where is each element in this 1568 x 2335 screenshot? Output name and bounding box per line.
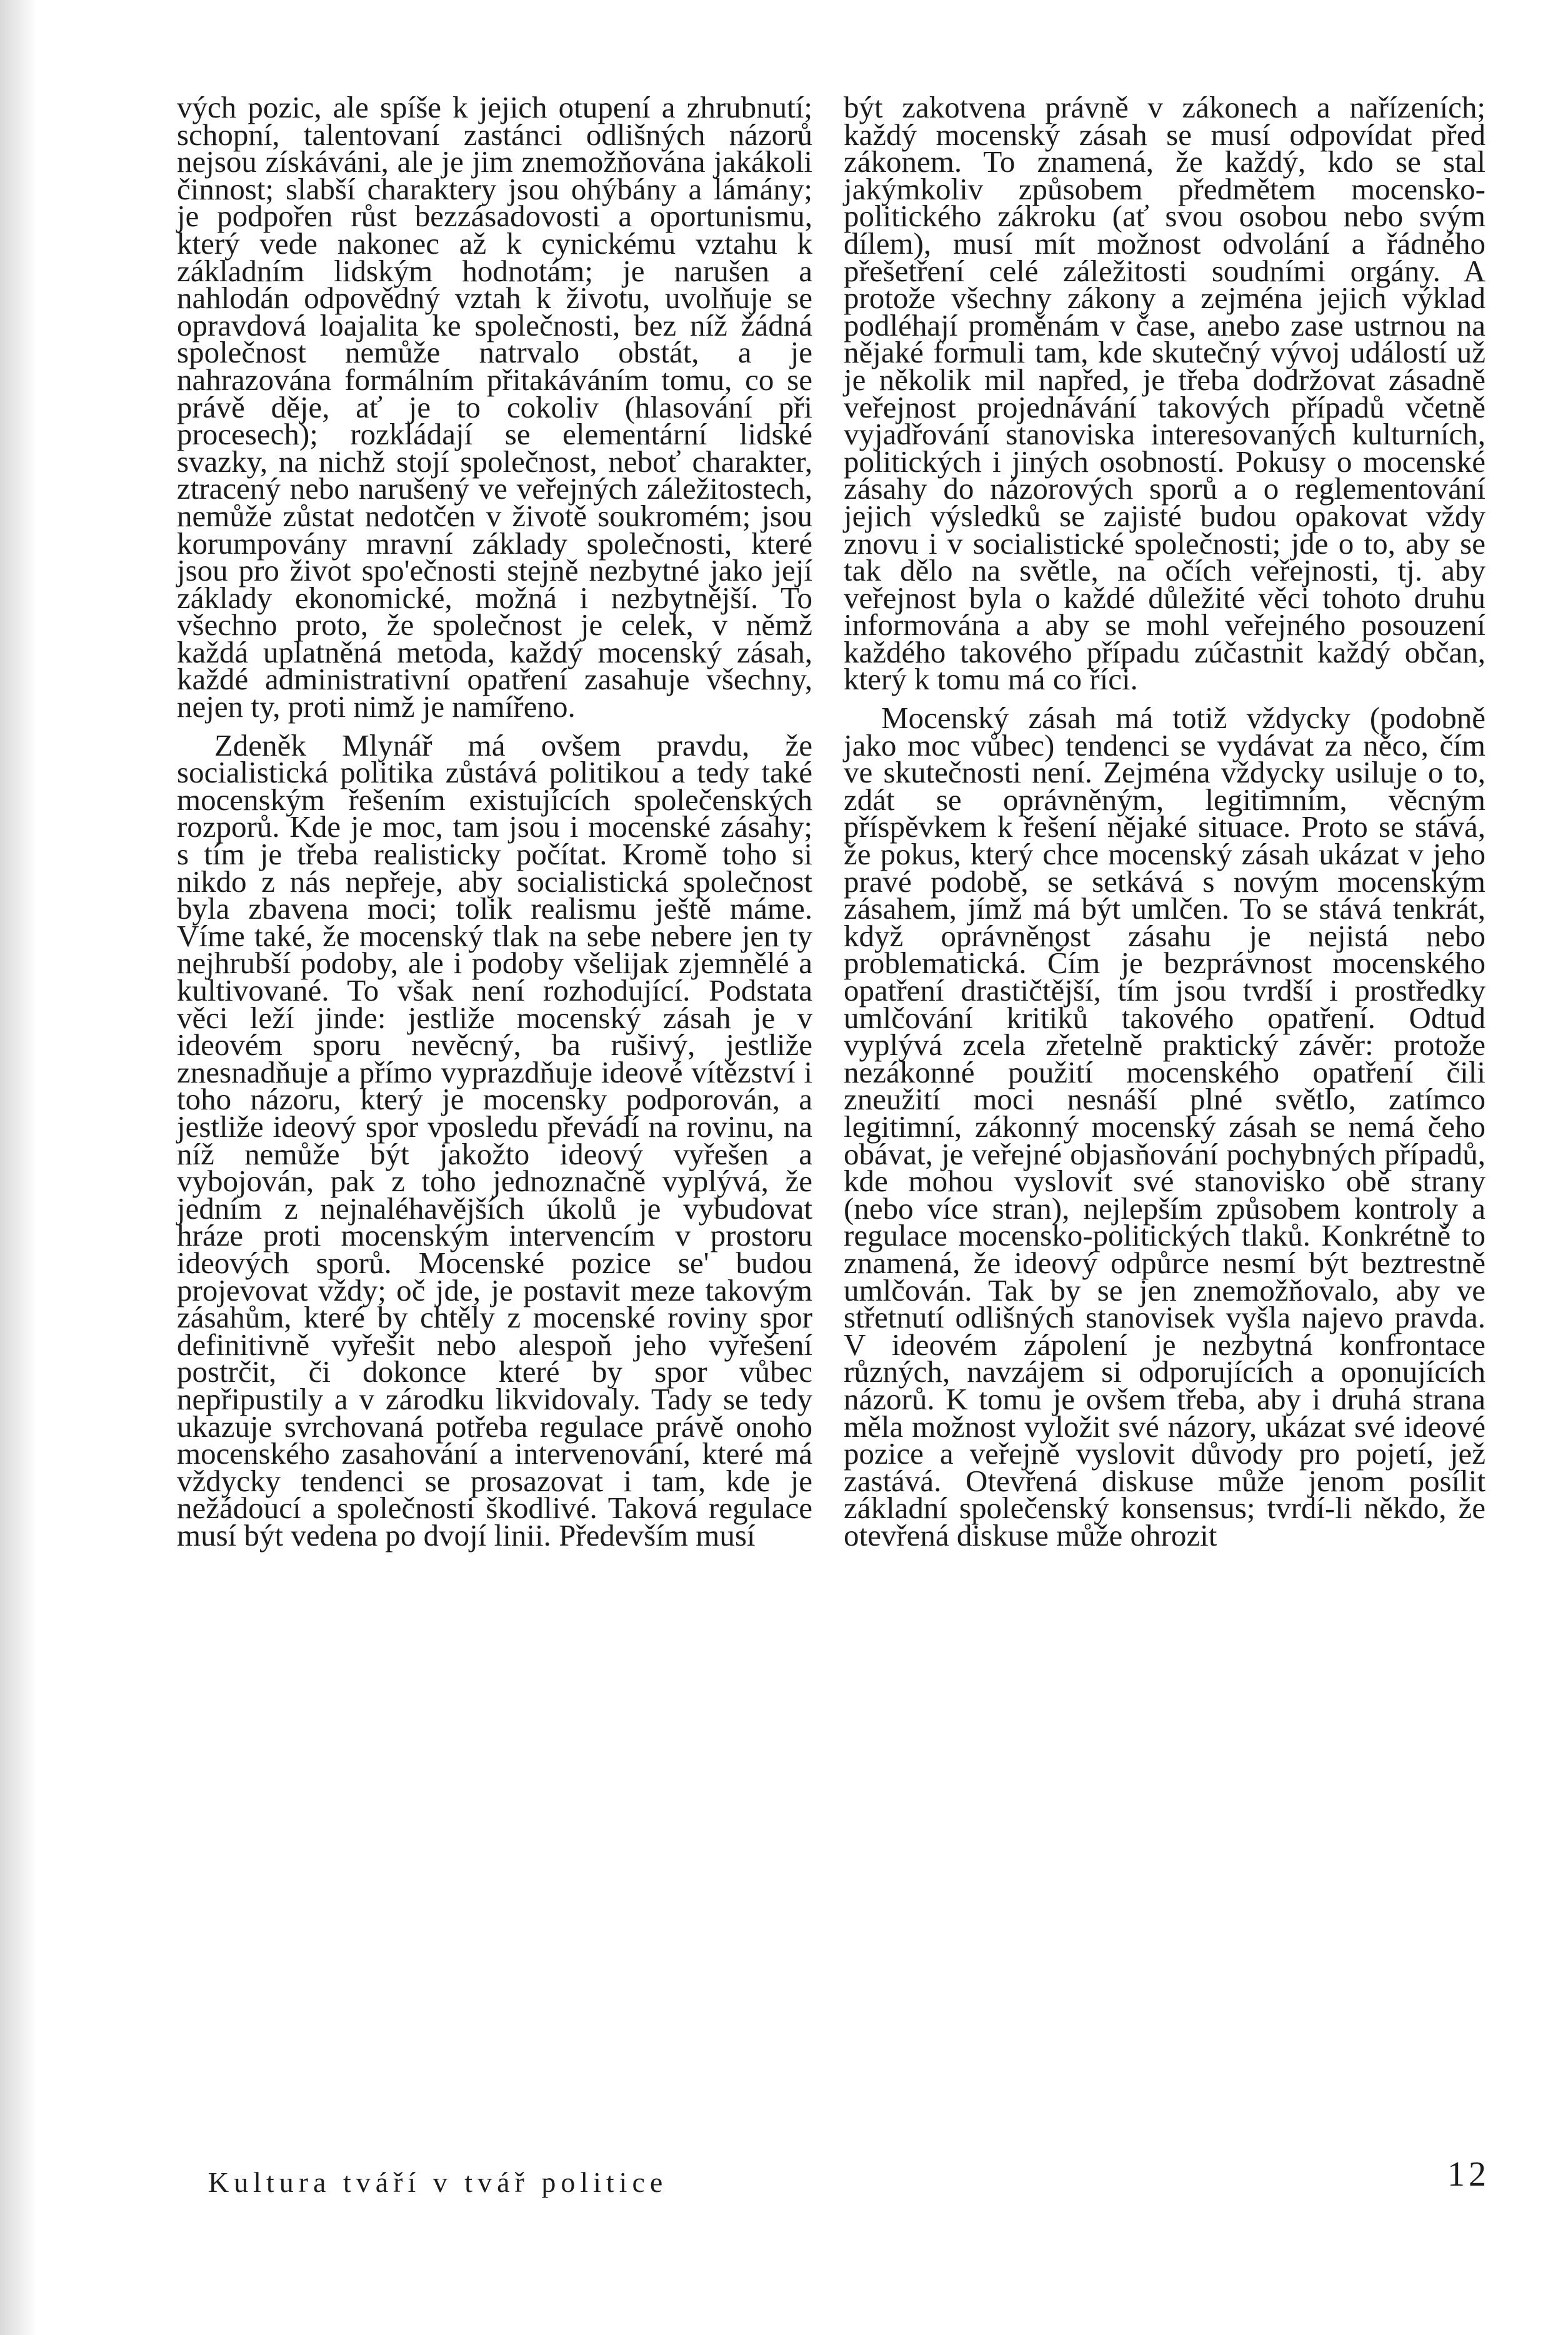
page-number: 12: [1447, 2155, 1490, 2194]
right-text-column: [844, 90, 1486, 1552]
left-text-column: [177, 90, 812, 1552]
page-edge-shadow: [0, 0, 37, 2335]
running-footer-title: Kultura tváří v tvář politice: [208, 2166, 668, 2198]
right-paragraph-2: Mocenský zásah má totiž vždycky (podobně jako moc vůbec) tendenci se vydávat za něco, čím ve skutečnosti není. Zejména vždycky usiluje o to, zdát se oprávněným, legitimním, věcným příspěvkem k řešení nějaké situace. Proto se stává, že pokus, který chce mocenský zásah ukázat v jeho pravé podobě, se setkává s novým mocenským zásahem, jímž má být umlčen. To se stává tenkrát, když oprávněnost zásahu je nejistá nebo problematická. Čím je bezprávnost mocenského opatření drastičtější, tím jsou tvrdší i prostředky umlčování kritiků takového opatření. Odtud vyplývá zcela zřetelně praktický závěr: protože nezákonné použití mocenského opatření čili zneužití moci nesnáší plné světlo, zatímco legitimní, zákonný mocenský zásah se nemá čeho obávat, je veřejné objasňování pochybných případů, kde mohou vyslovit své stanovisko obě strany (nebo více stran), nejlepším způsobem kontroly a regulace mocensko-politických tlaků. Konkrétně to znamená, že ideový odpůrce nesmí být beztrestně umlčován. Tak by se jen znemožňovalo, aby ve střetnutí odlišných stanovisek vyšla najevo pravda. V ideovém zápolení je nezbytná konfrontace různých, navzájem si odporujících a oponujících názorů. K tomu je ovšem třeba, aby i druhá strana měla možnost vyložit své názory, ukázat své ideové pozice a veřejně vyslovit důvody pro pojetí, jež zastává. Otevřená diskuse může jenom posílit základní společenský konsensus; tvrdí-li někdo, že otevřená diskuse může ohrozit: [844, 701, 1486, 1552]
left-paragraph-2: Zdeněk Mlynář má ovšem pravdu, že socialistická politika zůstává politikou a tedy také mocenským řešením existujících společenských rozporů. Kde je moc, tam jsou i mocenské zásahy; s tím je třeba realisticky počítat. Kromě toho si nikdo z nás nepřeje, aby socialistická společnost byla zbavena moci; tolik realismu ještě máme. Víme také, že mocenský tlak na sebe nebere jen ty nejhrubší podoby, ale i podoby všelijak zjemnělé a kultivované. To však není rozhodující. Podstata věci leží jinde: jestliže mocenský zásah je v ideovém sporu nevěcný, ba rušivý, jestliže znesnadňuje a přímo vyprazdňuje ideové vítězství i toho názoru, který je mocensky podporován, a jestliže ideový spor vposledu převádí na rovinu, na níž nemůže být jakožto ideový vyřešen a vybojován, pak z toho jednoznačně vyplývá, že jedním z nejnaléhavějších úkolů je vybudovat hráze proti mocenským intervencím v prostoru ideových sporů. Mocenské pozice se' budou projevovat vždy; oč jde, je postavit meze takovým zásahům, které by chtěly z mocenské roviny spor definitivně vyřešit nebo alespoň jeho vyřešení postrčit, či dokonce které by spor vůbec nepřipustily a v zárodku likvidovaly. Tady se tedy ukazuje svrchovaná potřeba regulace právě onoho mocenského zasahování a intervenování, které má vždycky tendenci se prosazovat i tam, kde je nežádoucí a společnosti škodlivé. Taková regulace musí být vedena po dvojí linii. Především musí: [177, 728, 812, 1552]
right-paragraph-1: být zakotvena právně v zákonech a nařízeních; každý mocenský zásah se musí odpovídat před zákonem. To znamená, že každý, kdo se stal jakýmkoliv způsobem předmětem mocensko-politického zákroku (ať svou osobou nebo svým dílem), musí mít možnost odvolání a řádného přešetření celé záležitosti soudními orgány. A protože všechny zákony a zejména jejich výklad podléhají proměnám v čase, anebo zase ustrnou na nějaké formuli tam, kde skutečný vývoj událostí už je několik mil napřed, je třeba dodržovat zásadně veřejnost projednávání takových případů včetně vyjadřování stanoviska interesovaných kulturních, politických i jiných osobností. Pokusy o mocenské zásahy do názorových sporů a o reglementování jejich výsledků se zajisté budou opakovat vždy znovu i v socialistické společnosti; jde o to, aby se tak dělo na světle, na očích veřejnosti, tj. aby veřejnost byla o každé důležité věci tohoto druhu informována a aby se mohl veřejného posouzení každého takového případu zúčastnit každý občan, který k tomu má co říci.: [844, 90, 1486, 697]
left-paragraph-1: vých pozic, ale spíše k jejich otupení a zhrubnutí; schopní, talentovaní zastánci odlišných názorů nejsou získáváni, ale je jim znemožňována jakákoli činnost; slabší charaktery jsou ohýbány a lámány; je podpořen růst bezzásadovosti a oportunismu, který vede nakonec až k cynickému vztahu k základním lidským hodnotám; je narušen a nahlodán odpovědný vztah k životu, uvolňuje se opravdová loajalita ke společnosti, bez níž žádná společnost nemůže natrvalo obstát, a je nahrazována formálním přitakáváním tomu, co se právě děje, ať je to cokoliv (hlasování při procesech); rozkládají se elementární lidské svazky, na nichž stojí společnost, neboť charakter, ztracený nebo narušený ve veřejných záležitostech, nemůže zůstat nedotčen v životě soukromém; jsou korumpovány mravní základy společnosti, které jsou pro život spo'ečnosti stejně nezbytné jako její základy ekonomické, možná i nezbytnější. To všechno proto, že společnost je celek, v němž každá uplatněná metoda, každý mocenský zásah, každé administrativní opatření zasahuje všechny, nejen ty, proti nimž je namířeno.: [177, 90, 812, 724]
